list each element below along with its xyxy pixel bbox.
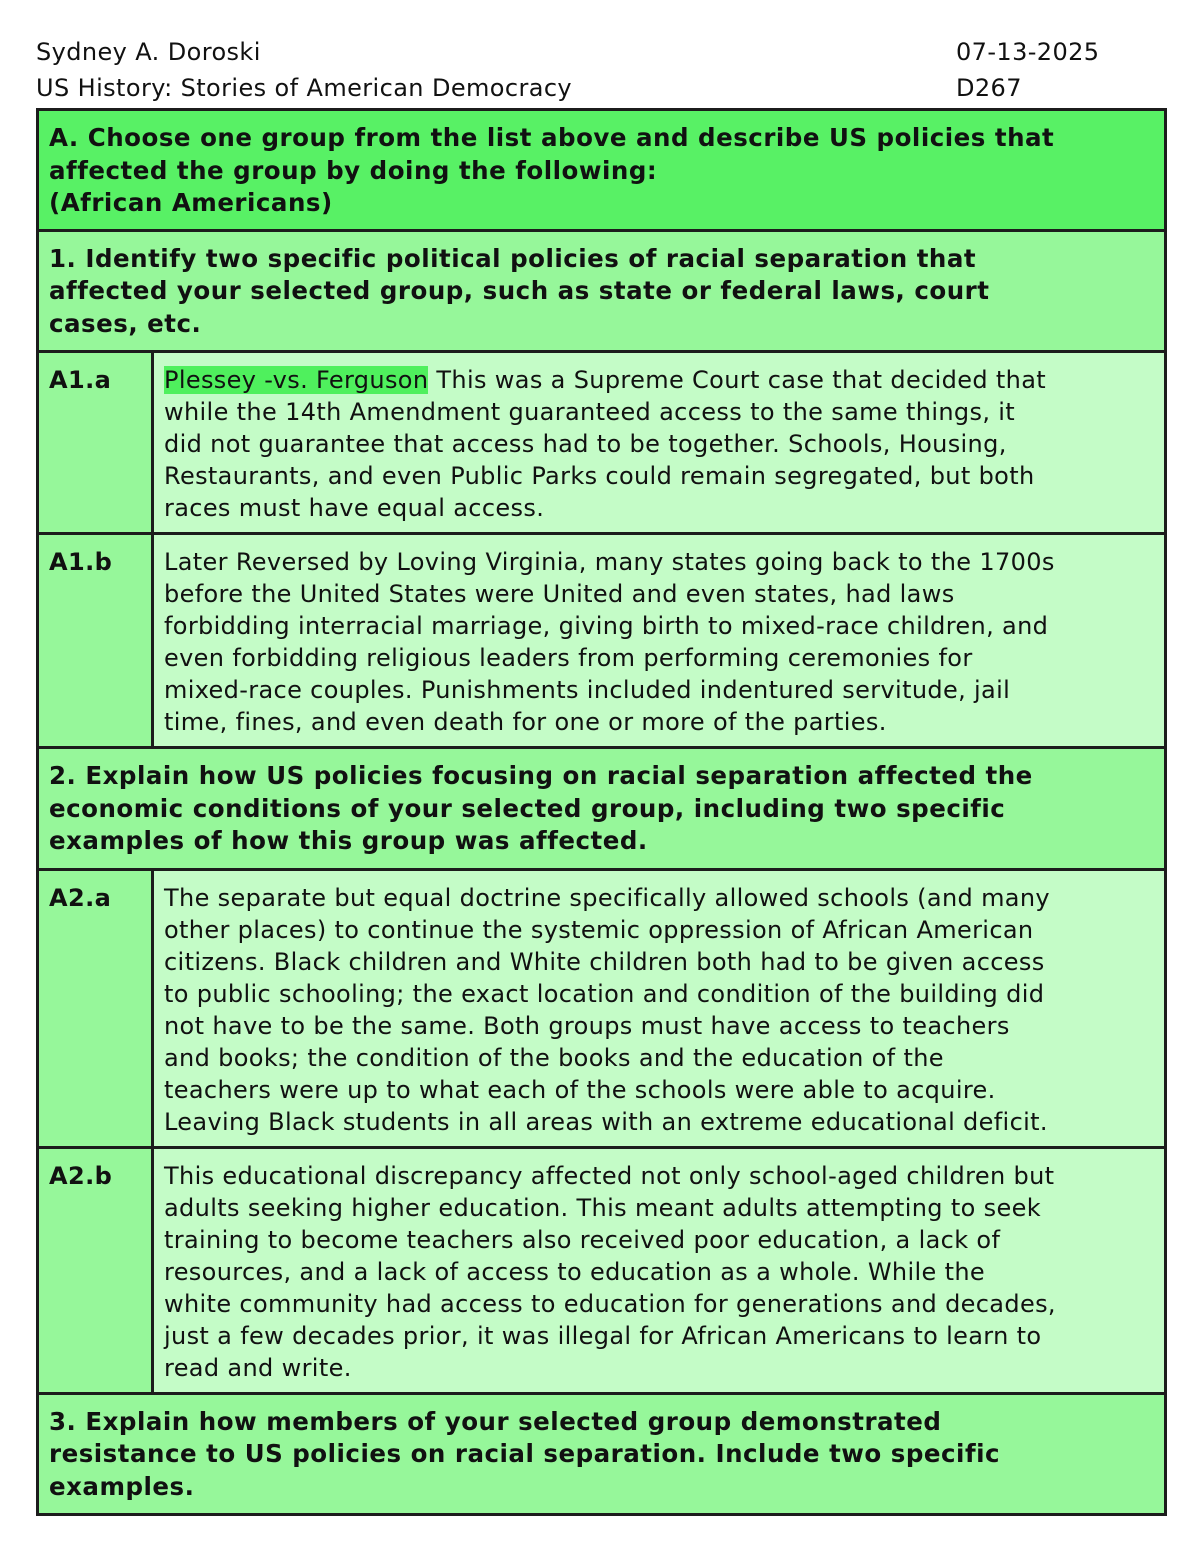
submission-date: 07-13-2025 [956,38,1100,66]
question-1 [38,230,1166,352]
question-3-line: 3. Explain how members of your selected group demonstrated [49,1406,942,1436]
answer-line: forbidding interracial marriage, giving birth to mixed-race children, and [164,612,1049,640]
question-1-line: cases, etc. [49,308,202,338]
answer-line: teachers were up to what each of the schools were able to acquire. [164,1075,996,1104]
answer-line: resources, and a lack of access to education as a whole. While the [164,1257,986,1286]
question-2-line: examples of how this group was affected. [49,826,648,855]
answer-line: even forbidding religious leaders from performing ceremonies for [164,644,973,672]
answer-a1b-row [38,534,1166,748]
answer-line: and books; the condition of the books and the education of the [164,1043,944,1072]
answer-line: white community had access to education for generations and decades, [164,1289,1056,1318]
answer-line: citizens. Black children and White children both had to be given access [164,947,1045,976]
question-2-line: 2. Explain how US policies focusing on racial separation affected the [49,761,1033,790]
answer-line: adults seeking higher education. This meant adults attempting to seek [164,1193,1041,1222]
answer-line [164,364,1154,396]
question-2-line: economic conditions of your selected group, including two specific [49,793,1006,823]
answer-line: to public schooling; the exact location and condition of the building did [164,979,1045,1008]
answer-a1b[interactable] [153,534,1166,748]
answer-line: other places) to continue the systemic oppression of African American [164,915,1034,944]
answer-line: time, fines, and even death for one or more of the parties. [164,708,887,736]
answer-a1a[interactable] [153,352,1166,534]
answer-line: just a few decades prior, it was illegal for African Americans to learn to [164,1321,1042,1350]
answer-line: races must have equal access. [164,494,545,522]
course-code: D267 [956,74,1022,102]
question-1-line: 1. Identify two specific political policies of racial separation that [49,243,977,273]
answer-label-a1a: A1.a [38,352,153,534]
answer-line: training to become teachers also received poor education, a lack of [164,1225,1001,1254]
answer-line: mixed-race couples. Punishments included indentured servitude, jail [164,676,1011,704]
answer-line: while the 14th Amendment guaranteed access to the same things, it [164,398,1016,426]
answer-line: before the United States were United and even states, had laws [164,580,955,608]
answer-text: This was a Supreme Court case that decided that [428,366,1047,394]
answer-line: Later Reversed by Loving Virginia, many states going back to the 1700s [164,548,1055,576]
answer-label-a2b: A2.b [38,1147,153,1393]
question-3-line: resistance to US policies on racial separation. Include two specific [49,1439,1001,1468]
question-1-line: affected your selected group, such as state or federal laws, court [49,276,990,305]
section-a-title [38,110,1166,231]
question-2-row [38,748,1166,870]
section-a-title-row [38,110,1166,231]
answer-line: Restaurants, and even Public Parks could remain segregated, but both [164,462,1035,490]
answer-label-a1b: A1.b [38,534,153,748]
answer-line: The separate but equal doctrine specifically allowed schools (and many [164,883,1050,912]
answer-a2b[interactable] [153,1147,1166,1393]
answer-a2a[interactable] [153,869,1166,1147]
selected-group: (African Americans) [49,188,333,217]
question-2 [38,748,1166,870]
section-a-title-line: A. Choose one group from the list above and describe US policies that [49,123,1055,152]
answer-a2b-row [38,1147,1166,1393]
answer-line: did not guarantee that access had to be together. Schools, Housing, [164,430,1007,458]
answer-line: read and write. [164,1353,352,1382]
answer-line: not have to be the same. Both groups must have access to teachers [164,1011,1010,1040]
highlighted-case-name: Plessey -vs. Ferguson [164,366,429,394]
answer-line: This educational discrepancy affected not only school-aged children but [164,1161,1055,1190]
course-title: US History: Stories of American Democracy [36,74,573,102]
answer-label-a2a: A2.a [38,869,153,1147]
assignment-table [36,108,1167,1516]
question-3-row [38,1393,1166,1515]
answer-line: Leaving Black students in all areas with an extreme educational deficit. [164,1107,1048,1136]
question-3 [38,1393,1166,1515]
question-3-line: examples. [49,1471,195,1501]
answer-a2a-row [38,869,1166,1147]
section-a-title-line: affected the group by doing the following: [49,155,658,185]
header-row-2 [36,70,1166,106]
question-1-row [38,230,1166,352]
header-row-1 [36,34,1166,70]
document-header [36,34,1166,106]
student-name: Sydney A. Doroski [36,38,261,66]
answer-a1a-row [38,352,1166,534]
